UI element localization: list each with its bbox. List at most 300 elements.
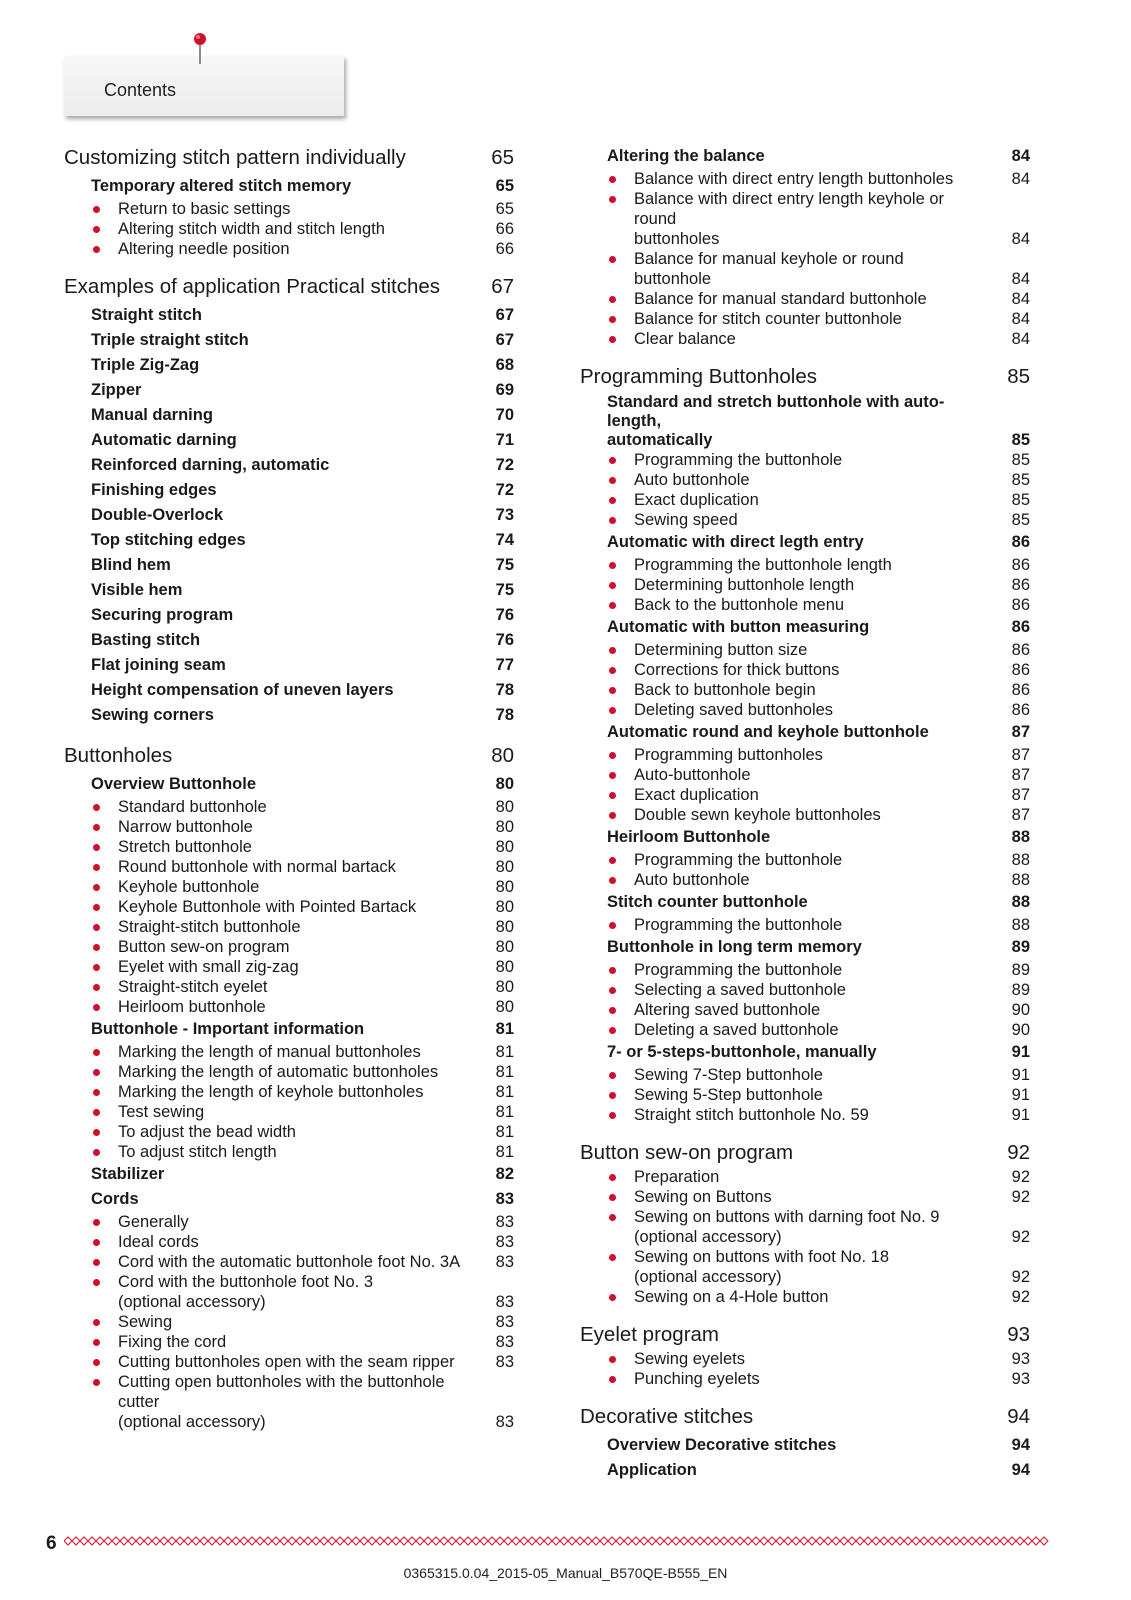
toc-page-number: 83 [495, 1253, 514, 1271]
toc-subsection[interactable] [580, 1433, 1030, 1458]
toc-bullet-item[interactable] [64, 977, 514, 997]
toc-subsection[interactable] [64, 678, 514, 703]
toc-bullet-item[interactable] [580, 1167, 1030, 1187]
bullet-icon [609, 176, 616, 183]
toc-entry-text: Back to the buttonhole menu [634, 596, 845, 614]
toc-entry-text: Eyelet program [580, 1323, 720, 1346]
toc-bullet-item[interactable] [64, 1122, 514, 1142]
toc-entry-text: Balance for stitch counter buttonhole [634, 310, 902, 328]
document-id: 0365315.0.04_2015-05_Manual_B570QE-B555_EN [403, 1565, 728, 1581]
toc-bullet-item[interactable] [580, 745, 1030, 765]
toc-bullet-item[interactable] [64, 1062, 514, 1082]
toc-bullet-item[interactable] [580, 660, 1030, 680]
toc-bullet-item[interactable] [64, 1352, 514, 1372]
toc-page-number: 88 [1011, 871, 1030, 889]
toc-subsection[interactable] [64, 603, 514, 628]
toc-right-column [580, 144, 1030, 1483]
toc-entry-text: Altering saved buttonhole [634, 1001, 821, 1019]
toc-entry-text: Decorative stitches [580, 1405, 754, 1428]
toc-bullet-item[interactable] [580, 1000, 1030, 1020]
bullet-icon [93, 1379, 100, 1386]
toc-page-number: 81 [495, 1103, 514, 1121]
toc-entry-text: Application [607, 1461, 697, 1479]
footer-pattern [64, 1536, 1049, 1546]
toc-bullet-item[interactable] [580, 470, 1030, 490]
toc-subsection[interactable] [64, 578, 514, 603]
bullet-icon [609, 457, 616, 464]
toc-entry-text: Sewing [118, 1313, 173, 1331]
toc-entry-text: Narrow buttonhole [118, 818, 253, 836]
toc-page-number: 86 [1011, 618, 1030, 636]
toc-page-number: 80 [495, 978, 514, 996]
toc-entry-text: Marking the length of keyhole buttonholes [118, 1083, 424, 1101]
toc-bullet-item[interactable] [580, 595, 1030, 615]
bullet-icon [609, 667, 616, 674]
bullet-icon [609, 647, 616, 654]
toc-page-number: 74 [495, 531, 514, 549]
toc-entry-text: Sewing speed [634, 511, 738, 529]
toc-page-number: 71 [495, 431, 514, 449]
toc-bullet-item[interactable] [580, 1207, 1030, 1247]
bullet-icon [609, 967, 616, 974]
toc-page-number: 66 [495, 220, 514, 238]
toc-page-number: 81 [495, 1143, 514, 1161]
toc-entry-text: Blind hem [91, 556, 171, 574]
toc-entry-text: Eyelet with small zig-zag [118, 958, 299, 976]
toc-subsection[interactable] [64, 453, 514, 478]
toc-entry-text: Generally [118, 1213, 189, 1231]
toc-page-number: 82 [495, 1165, 514, 1183]
toc-subsection[interactable] [64, 1017, 514, 1042]
toc-entry-text: Deleting saved buttonholes [634, 701, 834, 719]
toc-bullet-item[interactable] [580, 249, 1030, 289]
toc-entry-text: Balance for manual keyhole or round buttonhole [634, 250, 904, 288]
toc-subsection[interactable] [64, 303, 514, 328]
toc-bullet-item[interactable] [580, 850, 1030, 870]
toc-bullet-item[interactable] [64, 1212, 514, 1232]
toc-subsection[interactable] [64, 553, 514, 578]
toc-page-number: 85 [1011, 431, 1030, 449]
bullet-icon [609, 602, 616, 609]
toc-page-number: 88 [1011, 893, 1030, 911]
toc-subsection[interactable] [580, 530, 1030, 555]
bullet-icon [609, 1254, 616, 1261]
toc-entry-text: Securing program [91, 606, 234, 624]
toc-entry-text: Balance with direct entry length buttonholes [634, 170, 954, 188]
toc-page-number: 86 [1011, 701, 1030, 719]
toc-entry-text: Cord with the automatic buttonhole foot No. 3A [118, 1253, 461, 1271]
toc-bullet-item[interactable] [64, 1372, 514, 1432]
toc-bullet-item[interactable] [580, 915, 1030, 935]
toc-subsection[interactable] [64, 353, 514, 378]
toc-entry-text: Stabilizer [91, 1165, 165, 1183]
toc-page-number: 80 [495, 798, 514, 816]
toc-page-number: 80 [495, 918, 514, 936]
bullet-icon [609, 497, 616, 504]
toc-page-number: 92 [1011, 1168, 1030, 1186]
bullet-icon [609, 707, 616, 714]
toc-entry-text: Programming Buttonholes [580, 365, 818, 388]
toc-page-number: 86 [1011, 641, 1030, 659]
toc-subsection[interactable] [580, 890, 1030, 915]
toc-subsection[interactable] [64, 653, 514, 678]
toc-bullet-item[interactable] [64, 1232, 514, 1252]
bullet-icon [93, 1069, 100, 1076]
bullet-icon [609, 857, 616, 864]
bullet-icon [609, 922, 616, 929]
toc-entry-text: Altering the balance [607, 147, 765, 165]
toc-bullet-item[interactable] [64, 917, 514, 937]
toc-subsection[interactable] [580, 825, 1030, 850]
toc-entry-text: Programming the buttonhole length [634, 556, 892, 574]
toc-entry-text: Automatic with button measuring [607, 618, 870, 636]
toc-entry-text: Keyhole Buttonhole with Pointed Bartack [118, 898, 417, 916]
toc-page-number: 86 [1011, 533, 1030, 551]
toc-bullet-item[interactable] [580, 1369, 1030, 1389]
toc-page-number: 81 [495, 1123, 514, 1141]
toc-entry-text: Straight stitch buttonhole No. 59 [634, 1106, 869, 1124]
toc-page-number: 81 [495, 1020, 514, 1038]
toc-entry-text: Triple straight stitch [91, 331, 249, 349]
toc-entry-text: Cutting buttonholes open with the seam ripper [118, 1353, 455, 1371]
toc-bullet-item[interactable] [580, 510, 1030, 530]
toc-subsection[interactable] [580, 1040, 1030, 1065]
toc-entry-text: Marking the length of automatic buttonholes [118, 1063, 439, 1081]
bullet-icon [609, 1294, 616, 1301]
bullet-icon [93, 1259, 100, 1266]
toc-bullet-item[interactable] [64, 219, 514, 239]
toc-bullet-item[interactable] [580, 169, 1030, 189]
toc-bullet-item[interactable] [64, 1082, 514, 1102]
toc-entry-text: Double-Overlock [91, 506, 224, 524]
toc-entry-text: Overview Decorative stitches [607, 1436, 837, 1454]
toc-page-number: 87 [1011, 806, 1030, 824]
toc-bullet-item[interactable] [64, 837, 514, 857]
toc-entry-text: Straight stitch [91, 306, 202, 324]
bullet-icon [93, 944, 100, 951]
toc-page-number: 86 [1011, 681, 1030, 699]
toc-entry-text: Double sewn keyhole buttonholes [634, 806, 881, 824]
toc-section[interactable] [580, 1321, 1030, 1349]
toc-page-number: 67 [495, 331, 514, 349]
bullet-icon [93, 1279, 100, 1286]
bullet-icon [609, 1194, 616, 1201]
toc-bullet-item[interactable] [580, 1065, 1030, 1085]
bullet-icon [93, 1109, 100, 1116]
toc-bullet-item[interactable] [64, 877, 514, 897]
toc-entry-text: Manual darning [91, 406, 213, 424]
bullet-icon [609, 196, 616, 203]
toc-page-number: 94 [1011, 1461, 1030, 1479]
toc-bullet-item[interactable] [580, 490, 1030, 510]
toc-bullet-item[interactable] [580, 189, 1030, 249]
toc-bullet-item[interactable] [580, 1187, 1030, 1207]
toc-entry-text: Clear balance [634, 330, 736, 348]
toc-entry-text: Auto-buttonhole [634, 766, 751, 784]
toc-bullet-item[interactable] [580, 765, 1030, 785]
toc-bullet-item[interactable] [64, 937, 514, 957]
toc-page-number: 80 [495, 818, 514, 836]
toc-subsection[interactable] [64, 528, 514, 553]
bullet-icon [93, 1089, 100, 1096]
toc-page-number: 86 [1011, 596, 1030, 614]
toc-bullet-item[interactable] [580, 700, 1030, 720]
toc-bullet-item[interactable] [580, 329, 1030, 349]
bullet-icon [609, 336, 616, 343]
toc-page-number: 92 [1011, 1188, 1030, 1206]
toc-bullet-item[interactable] [580, 980, 1030, 1000]
bullet-icon [609, 687, 616, 694]
toc-page-number: 94 [1007, 1405, 1030, 1428]
bullet-icon [609, 1007, 616, 1014]
toc-page-number: 81 [495, 1083, 514, 1101]
toc-bullet-item[interactable] [64, 1102, 514, 1122]
bullet-icon [93, 844, 100, 851]
toc-page-number: 88 [1011, 828, 1030, 846]
toc-entry-text: Programming the buttonhole [634, 916, 843, 934]
toc-entry-text: Cords [91, 1190, 139, 1208]
toc-entry-text: Cord with the buttonhole foot No. 3 (optional accessory) [118, 1273, 373, 1311]
toc-subsection[interactable] [64, 428, 514, 453]
toc-bullet-item[interactable] [580, 1020, 1030, 1040]
toc-page-number: 72 [495, 481, 514, 499]
bullet-icon [609, 752, 616, 759]
toc-entry-text: Corrections for thick buttons [634, 661, 840, 679]
bullet-icon [609, 517, 616, 524]
toc-bullet-item[interactable] [64, 897, 514, 917]
toc-entry-text: Selecting a saved buttonhole [634, 981, 846, 999]
toc-subsection[interactable] [64, 378, 514, 403]
toc-entry-text: Examples of application Practical stitches [64, 275, 441, 298]
toc-page-number: 93 [1007, 1323, 1030, 1346]
toc-bullet-item[interactable] [580, 289, 1030, 309]
toc-page-number: 86 [1011, 556, 1030, 574]
toc-entry-text: Buttonholes [64, 744, 173, 767]
toc-left-column [64, 144, 514, 1432]
toc-bullet-item[interactable] [580, 870, 1030, 890]
bullet-icon [609, 877, 616, 884]
toc-bullet-item[interactable] [64, 239, 514, 259]
toc-page-number: 90 [1011, 1021, 1030, 1039]
toc-entry-text: Punching eyelets [634, 1370, 760, 1388]
toc-bullet-item[interactable] [580, 1085, 1030, 1105]
toc-subsection[interactable] [64, 174, 514, 199]
bullet-icon [609, 316, 616, 323]
toc-bullet-item[interactable] [580, 785, 1030, 805]
toc-entry-text: Automatic with direct legth entry [607, 533, 864, 551]
toc-entry-text: Buttonhole in long term memory [607, 938, 862, 956]
toc-entry-text: Sewing on buttons with foot No. 18 (optional accessory) [634, 1248, 889, 1286]
toc-subsection[interactable] [580, 615, 1030, 640]
bullet-icon [93, 924, 100, 931]
toc-bullet-item[interactable] [580, 1247, 1030, 1287]
toc-page-number: 84 [1011, 330, 1030, 348]
toc-entry-text: Triple Zig-Zag [91, 356, 200, 374]
toc-entry-text: Sewing corners [91, 706, 214, 724]
toc-bullet-item[interactable] [64, 1332, 514, 1352]
toc-entry-text: Top stitching edges [91, 531, 246, 549]
toc-page-number: 83 [495, 1413, 514, 1431]
toc-page-number: 65 [495, 200, 514, 218]
toc-bullet-item[interactable] [64, 1142, 514, 1162]
toc-page-number: 65 [495, 177, 514, 195]
toc-page-number: 87 [1011, 766, 1030, 784]
bullet-icon [609, 477, 616, 484]
header-title: Contents [104, 80, 177, 100]
toc-page-number: 68 [495, 356, 514, 374]
bullet-icon [609, 1174, 616, 1181]
toc-entry-text: Automatic darning [91, 431, 237, 449]
bullet-icon [93, 1004, 100, 1011]
toc-subsection[interactable] [64, 703, 514, 728]
toc-page-number: 67 [491, 275, 514, 298]
toc-section[interactable] [580, 1403, 1030, 1431]
toc-entry-text: Programming buttonholes [634, 746, 823, 764]
toc-bullet-item[interactable] [64, 1312, 514, 1332]
toc-entry-text: Back to buttonhole begin [634, 681, 816, 699]
toc-entry-text: Buttonhole - Important information [91, 1020, 365, 1038]
bullet-icon [93, 1049, 100, 1056]
toc-bullet-item[interactable] [580, 960, 1030, 980]
toc-bullet-item[interactable] [580, 1105, 1030, 1125]
bullet-icon [609, 256, 616, 263]
toc-entry-text: Return to basic settings [118, 200, 291, 218]
toc-bullet-item[interactable] [580, 555, 1030, 575]
toc-page-number: 76 [495, 606, 514, 624]
bullet-icon [93, 804, 100, 811]
toc-subsection[interactable] [580, 1458, 1030, 1483]
toc-bullet-item[interactable] [64, 1252, 514, 1272]
toc-subsection[interactable] [64, 1187, 514, 1212]
toc-entry-text: Programming the buttonhole [634, 451, 843, 469]
toc-entry-text: Sewing 7-Step buttonhole [634, 1066, 823, 1084]
toc-bullet-item[interactable] [580, 309, 1030, 329]
toc-bullet-item[interactable] [64, 797, 514, 817]
bullet-icon [93, 226, 100, 233]
toc-bullet-item[interactable] [580, 450, 1030, 470]
toc-page-number: 85 [1007, 365, 1030, 388]
toc-page-number: 88 [1011, 851, 1030, 869]
toc-bullet-item[interactable] [64, 857, 514, 877]
toc-page-number: 80 [495, 958, 514, 976]
toc-page-number: 92 [1011, 1288, 1030, 1306]
toc-entry-text: Straight-stitch eyelet [118, 978, 268, 996]
toc-subsection[interactable] [64, 503, 514, 528]
bullet-icon [609, 1072, 616, 1079]
toc-bullet-item[interactable] [580, 640, 1030, 660]
toc-bullet-item[interactable] [64, 1042, 514, 1062]
toc-page-number: 80 [495, 998, 514, 1016]
toc-page-number: 83 [495, 1190, 514, 1208]
bullet-icon [609, 582, 616, 589]
toc-page-number: 89 [1011, 938, 1030, 956]
toc-page-number: 65 [491, 146, 514, 169]
toc-page-number: 86 [1011, 661, 1030, 679]
bullet-icon [609, 1092, 616, 1099]
bullet-icon [609, 1376, 616, 1383]
toc-page-number: 91 [1011, 1086, 1030, 1104]
toc-bullet-item[interactable] [580, 805, 1030, 825]
toc-entry-text: Sewing eyelets [634, 1350, 745, 1368]
toc-bullet-item[interactable] [580, 680, 1030, 700]
bullet-icon [609, 562, 616, 569]
toc-section[interactable] [64, 144, 514, 172]
toc-page-number: 83 [495, 1333, 514, 1351]
toc-page-number: 80 [491, 744, 514, 767]
toc-subsection[interactable] [580, 144, 1030, 169]
toc-page-number: 93 [1011, 1370, 1030, 1388]
toc-page-number: 78 [495, 681, 514, 699]
toc-page-number: 80 [495, 938, 514, 956]
bullet-icon [93, 1239, 100, 1246]
toc-page-number: 90 [1011, 1001, 1030, 1019]
toc-entry-text: Heirloom Buttonhole [607, 828, 771, 846]
toc-bullet-item[interactable] [64, 997, 514, 1017]
toc-subsection[interactable] [64, 403, 514, 428]
bullet-icon [609, 1214, 616, 1221]
toc-bullet-item[interactable] [580, 1287, 1030, 1307]
toc-bullet-item[interactable] [64, 1272, 514, 1312]
toc-page-number: 87 [1011, 786, 1030, 804]
toc-entry-text: Stretch buttonhole [118, 838, 252, 856]
bullet-icon [609, 1027, 616, 1034]
toc-entry-text: Cutting open buttonholes with the buttonhole cutter (optional accessory) [118, 1373, 445, 1431]
toc-bullet-item[interactable] [64, 817, 514, 837]
toc-entry-text: Determining buttonhole length [634, 576, 855, 594]
toc-subsection[interactable] [580, 935, 1030, 960]
bullet-icon [93, 1129, 100, 1136]
bullet-icon [93, 824, 100, 831]
toc-section[interactable] [64, 742, 514, 770]
toc-entry-text: Fixing the cord [118, 1333, 227, 1351]
toc-bullet-item[interactable] [580, 575, 1030, 595]
bullet-icon [93, 1319, 100, 1326]
toc-subsection[interactable] [580, 720, 1030, 745]
toc-page-number: 80 [495, 878, 514, 896]
toc-entry-text: Sewing on a 4-Hole button [634, 1288, 829, 1306]
toc-entry-text: 7- or 5-steps-buttonhole, manually [607, 1043, 877, 1061]
bullet-icon [609, 296, 616, 303]
toc-subsection[interactable] [64, 478, 514, 503]
toc-entry-text: Exact duplication [634, 786, 759, 804]
toc-entry-text: Programming the buttonhole [634, 961, 843, 979]
toc-entry-text: Keyhole buttonhole [118, 878, 260, 896]
toc-entry-text: Marking the length of manual buttonholes [118, 1043, 421, 1061]
toc-bullet-item[interactable] [64, 199, 514, 219]
toc-entry-text: Basting stitch [91, 631, 201, 649]
bullet-icon [609, 1112, 616, 1119]
toc-page-number: 85 [1011, 451, 1030, 469]
toc-page-number: 84 [1011, 270, 1030, 288]
toc-page-number: 85 [1011, 471, 1030, 489]
toc-page-number: 83 [495, 1353, 514, 1371]
toc-section[interactable] [580, 1139, 1030, 1167]
toc-page-number: 87 [1011, 723, 1030, 741]
toc-subsection[interactable] [64, 772, 514, 797]
toc-subsection[interactable] [580, 393, 1030, 450]
toc-section[interactable] [580, 363, 1030, 391]
toc-subsection[interactable] [64, 328, 514, 353]
toc-page-number: 75 [495, 581, 514, 599]
toc-bullet-item[interactable] [580, 1349, 1030, 1369]
toc-section[interactable] [64, 273, 514, 301]
toc-page-number: 83 [495, 1293, 514, 1311]
toc-subsection[interactable] [64, 628, 514, 653]
toc-entry-text: Heirloom buttonhole [118, 998, 266, 1016]
toc-subsection[interactable] [64, 1162, 514, 1187]
toc-bullet-item[interactable] [64, 957, 514, 977]
toc-entry-text: Auto buttonhole [634, 471, 750, 489]
